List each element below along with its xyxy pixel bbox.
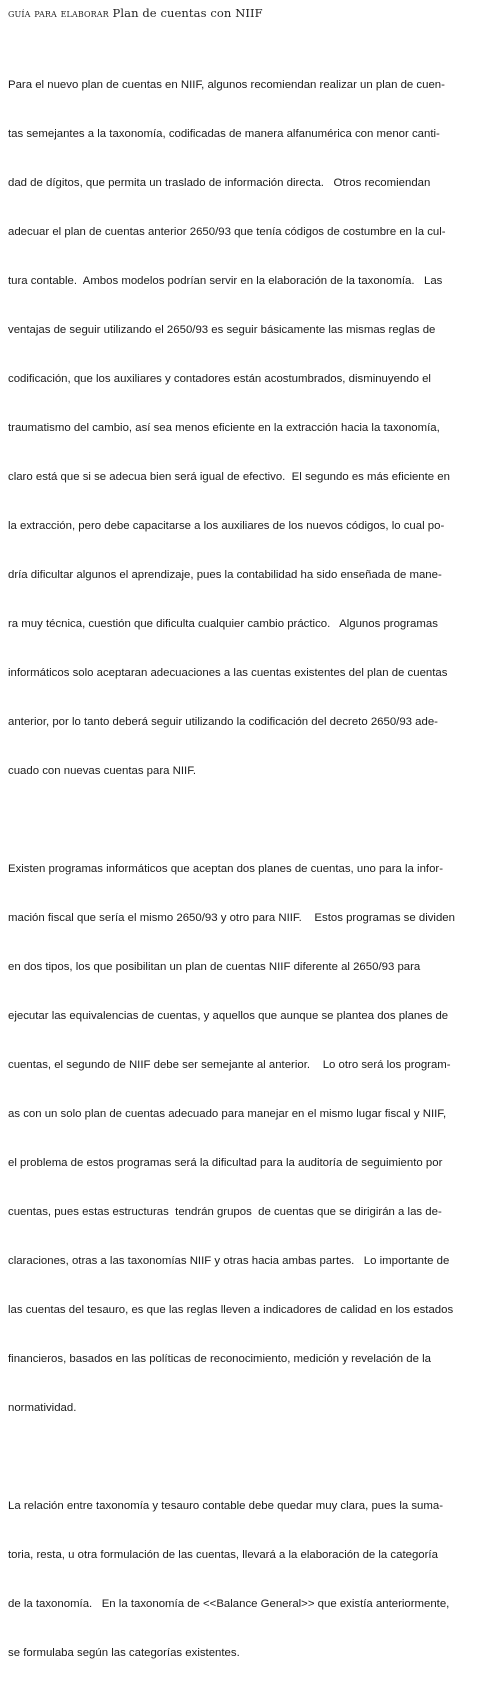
text-line: normatividad. xyxy=(8,1402,77,1415)
text-line: traumatismo del cambio, así sea menos eficiente en la extracción hacia la taxonomía, xyxy=(8,421,440,434)
text-line: financieros, basados en las políticas de reconocimiento, medición y revelación de la xyxy=(8,1353,431,1366)
text-line: la extracción, pero debe capacitarse a los auxiliares de los nuevos códigos, lo cual po- xyxy=(8,519,445,532)
text-line: tas semejantes a la taxonomía, codificadas de manera alfanumérica con menor canti- xyxy=(8,127,440,140)
text-line: las cuentas del tesauro, es que las reglas lleven a indicadores de calidad en los estados xyxy=(8,1304,454,1317)
paragraph xyxy=(8,1465,482,1694)
text-line: as con un solo plan de cuentas adecuado para manejar en el mismo lugar fiscal y NIIF, xyxy=(8,1108,447,1120)
text-line: Existen programas informáticos que aceptan dos planes de cuentas, uno para la infor- xyxy=(8,862,443,875)
running-header-title: Plan de cuentas con NIIF xyxy=(112,6,263,20)
text-line: mación fiscal que sería el mismo 2650/93 y otro para NIIF. Estos programas se dividen xyxy=(8,911,455,924)
text-line: codificación, que los auxiliares y contadores están acostumbrados, disminuyendo el xyxy=(8,372,431,385)
text-line: ejecutar las equivalencias de cuentas, y aquellos que aunque se plantea dos planes de xyxy=(8,1009,449,1022)
running-header-prefix: guía para elaborar xyxy=(8,6,109,20)
text-line: cuentas, pues estas estructuras tendrán grupos de cuentas que se dirigirán a las de- xyxy=(8,1206,442,1219)
text-line: cuado con nuevas cuentas para NIIF. xyxy=(8,765,197,778)
text-line: de la taxonomía. En la taxonomía de <<Balance General>> que existía anteriormente, xyxy=(8,1597,450,1610)
text-line: Para el nuevo plan de cuentas en NIIF, algunos recomiendan realizar un plan de cuen- xyxy=(8,78,445,91)
text-line: La relación entre taxonomía y tesauro contable debe quedar muy clara, pues la suma- xyxy=(8,1499,443,1512)
text-line: adecuar el plan de cuentas anterior 2650/93 que tenía códigos de costumbre en la cul- xyxy=(8,225,446,238)
text-line: el problema de estos programas será la dificultad para la auditoría de seguimiento por xyxy=(8,1157,443,1170)
text-line: informáticos solo aceptaran adecuaciones a las cuentas existentes del plan de cuentas xyxy=(8,667,448,680)
paragraph xyxy=(8,44,482,812)
text-line: dría dificultar algunos el aprendizaje, pues la contabilidad ha sido enseñada de mane- xyxy=(8,569,442,581)
text-line: anterior, por lo tanto deberá seguir utilizando la codificación del decreto 2650/93 ade- xyxy=(8,716,438,729)
text-line: ventajas de seguir utilizando el 2650/93 es seguir básicamente las mismas reglas de xyxy=(8,323,436,336)
text-line: cuentas, el segundo de NIIF debe ser semejante al anterior. Lo otro será los program- xyxy=(8,1058,451,1071)
text-line: se formulaba según las categorías existentes. xyxy=(8,1647,240,1659)
running-header xyxy=(8,6,482,20)
paragraph xyxy=(8,828,482,1449)
text-line: en dos tipos, los que posibilitan un plan de cuentas NIIF diferente al 2650/93 para xyxy=(8,960,421,973)
text-line: claro está que si se adecua bien será igual de efectivo. El segundo es más eficiente en xyxy=(8,470,450,483)
text-line: claraciones, otras a las taxonomías NIIF y otras hacia ambas partes. Lo importante de xyxy=(8,1255,450,1268)
document-page xyxy=(8,6,482,1694)
body-text xyxy=(8,44,482,1694)
text-line: toria, resta, u otra formulación de las cuentas, llevará a la elaboración de la categoría xyxy=(8,1548,438,1561)
text-line: ra muy técnica, cuestión que dificulta cualquier cambio práctico. Algunos programas xyxy=(8,618,438,631)
text-line: tura contable. Ambos modelos podrían servir en la elaboración de la taxonomía. Las xyxy=(8,274,443,287)
text-line: dad de dígitos, que permita un traslado de información directa. Otros recomiendan xyxy=(8,176,431,189)
